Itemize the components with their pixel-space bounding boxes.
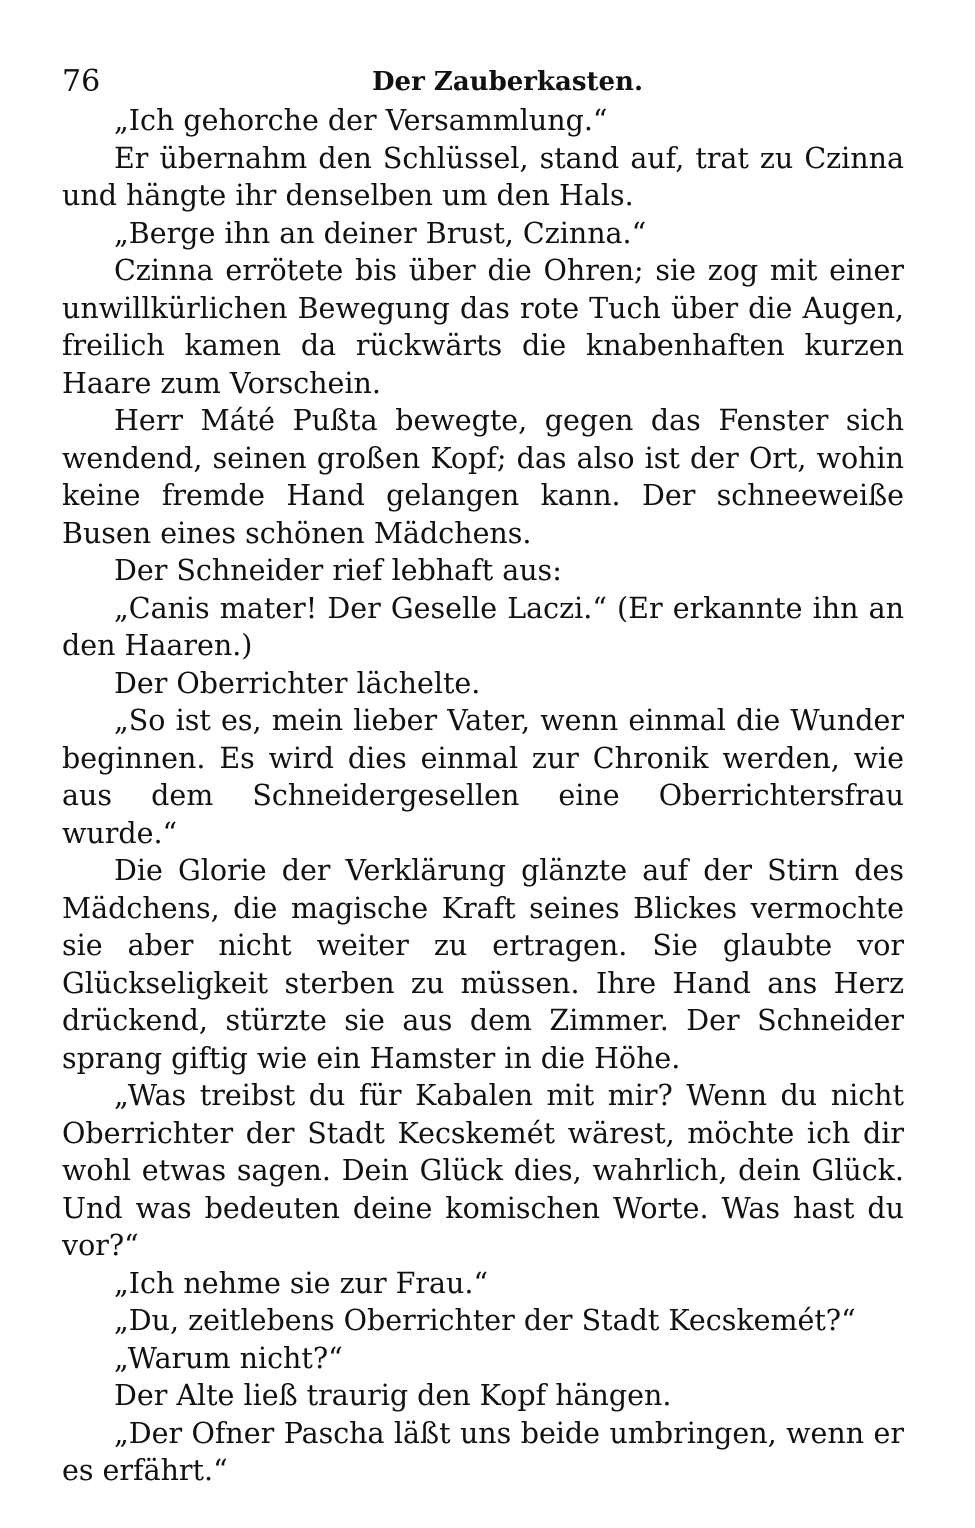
page-number: 76 — [62, 64, 101, 99]
body-text — [62, 102, 904, 1490]
running-title: Der Zauberkasten. — [372, 67, 643, 97]
paragraph: Die Glorie der Verklärung glänzte auf der Stirn des Mädchens, die magische Kraft seines Blickes vermochte sie aber nicht weiter zu ertragen. Sie glaubte vor Glückseligkeit sterben zu müssen. Ihre Hand ans Herz drückend, stürzte sie aus dem Zimmer. Der Schneider sprang giftig wie ein Hamster in die Höhe. — [62, 854, 904, 1075]
paragraph: Der Schneider rief lebhaft aus: — [114, 554, 562, 587]
paragraph: Herr Máté Pußta bewegte, gegen das Fenster sich wendend, seinen großen Kopf; das also ist der Ort, wohin keine fremde Hand gelangen kann. Der schneeweiße Busen eines schönen Mädchens. — [62, 404, 904, 550]
paragraph: Er übernahm den Schlüssel, stand auf, trat zu Czinna und hängte ihr denselben um den Hals. — [62, 141, 904, 212]
paragraph: „Was treibst du für Kabalen mit mir? Wenn du nicht Oberrichter der Stadt Kecskemét wärest, möchte ich dir wohl etwas sagen. Dein Glück dies, wahrlich, dein Glück. Und was bedeuten deine komischen Worte. Was hast du vor?“ — [62, 1079, 904, 1262]
page-header — [62, 62, 904, 102]
paragraph: Der Alte ließ traurig den Kopf hängen. — [114, 1379, 672, 1412]
paragraph: „Ich nehme sie zur Frau.“ — [114, 1266, 489, 1300]
paragraph: Czinna errötete bis über die Ohren; sie zog mit einer unwillkürlichen Bewegung das rote Tuch über die Augen, freilich kamen da rückwärts die knabenhaften kurzen Haare zum Vorschein. — [62, 254, 904, 400]
paragraph: „Du, zeitlebens Oberrichter der Stadt Kecskemét?“ — [114, 1304, 856, 1337]
paragraph: „Der Ofner Pascha läßt uns beide umbringen, wenn er es erfährt.“ — [62, 1416, 904, 1487]
paragraph: Der Oberrichter lächelte. — [114, 666, 481, 700]
paragraph: „Canis mater! Der Geselle Laczi.“ (Er erkannte ihn an den Haaren.) — [62, 591, 904, 662]
paragraph: „So ist es, mein lieber Vater, wenn einmal die Wunder beginnen. Es wird dies einmal zur Chronik werden, wie aus dem Schneidergesellen eine Oberrichtersfrau wurde.“ — [62, 704, 904, 850]
book-page — [62, 62, 904, 1502]
paragraph: „Berge ihn an deiner Brust, Czinna.“ — [114, 216, 647, 250]
paragraph: „Warum nicht?“ — [114, 1341, 343, 1375]
paragraph: „Ich gehorche der Versammlung.“ — [114, 104, 608, 137]
